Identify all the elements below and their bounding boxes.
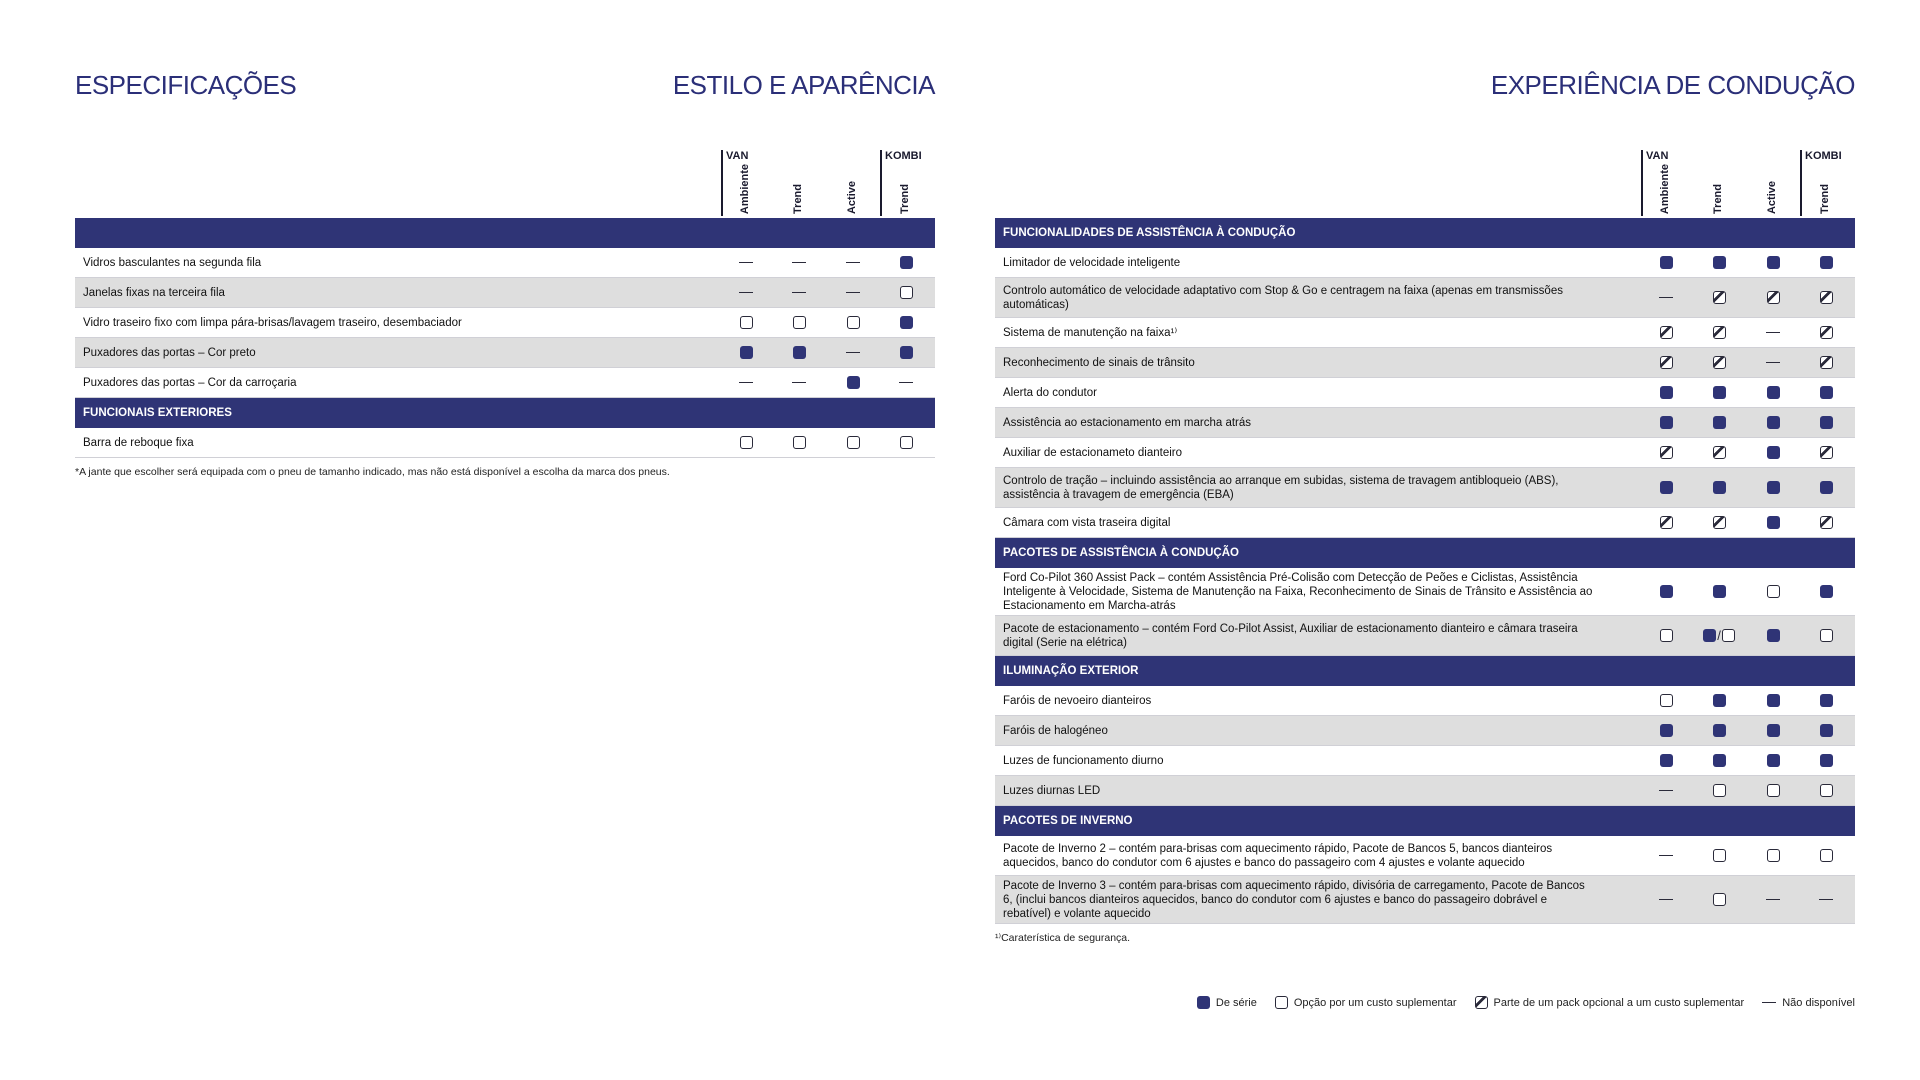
standard-mark-icon (1713, 724, 1726, 737)
table-row (995, 686, 1855, 716)
option-mark-icon (1820, 784, 1833, 797)
standard-mark-icon (1713, 386, 1726, 399)
section-header: PACOTES DE ASSISTÊNCIA À CONDUÇÃO (995, 538, 1855, 568)
availability-cell (1801, 318, 1851, 347)
availability-cell (1801, 378, 1851, 407)
standard-mark-icon (1820, 386, 1833, 399)
feature-label: Câmara com vista traseira digital (1003, 516, 1171, 529)
column-label: Active (1766, 180, 1778, 214)
availability-cell (1694, 378, 1744, 407)
availability-cell (1694, 348, 1744, 377)
option-mark-icon (793, 316, 806, 329)
availability-cell (1801, 836, 1851, 875)
availability-cell (1801, 776, 1851, 805)
pack-mark-icon (1820, 291, 1833, 304)
not-available-icon (739, 382, 753, 384)
standard-mark-icon (1713, 256, 1726, 269)
feature-label: Faróis de halogéneo (1003, 724, 1108, 737)
availability-cell (1694, 836, 1744, 875)
standard-mark-icon (1820, 585, 1833, 598)
option-mark-icon (1767, 585, 1780, 598)
availability-cell (1801, 408, 1851, 437)
availability-cell (1641, 508, 1691, 537)
not-available-icon (899, 382, 913, 384)
legend-item (1475, 996, 1745, 1009)
column-label: Trend (792, 184, 804, 214)
footnote-safety: ¹⁾Caraterística de segurança. (995, 932, 1131, 944)
availability-cell (1641, 468, 1691, 507)
not-available-icon (846, 352, 860, 354)
standard-mark-icon (1767, 481, 1780, 494)
option-mark-icon (740, 316, 753, 329)
table-row (995, 616, 1855, 656)
standard-mark-icon (847, 376, 860, 389)
table-row (995, 248, 1855, 278)
availability-cell (1801, 468, 1851, 507)
left-title-row (75, 70, 935, 110)
standard-mark-icon (900, 256, 913, 269)
table-row (75, 428, 935, 458)
feature-label: Pacote de Inverno 3 – contém para-brisas com aquecimento rápido, divisória de carregamento, Pacote de Bancos 6, (inclui bancos dianteiros aquecidos, banco do condutor com 6 ajustes e banco do passageiro dobrável e rebatível) e volante aquecido (1003, 879, 1585, 920)
availability-cell (1748, 508, 1798, 537)
standard-mark-icon (1660, 724, 1673, 737)
availability-cell (881, 428, 931, 457)
availability-cell (1801, 716, 1851, 745)
group-label: KOMBI (885, 150, 922, 162)
availability-cell (1694, 686, 1744, 715)
standard-mark-icon (900, 316, 913, 329)
right-title-row (995, 70, 1855, 110)
availability-cell (1801, 278, 1851, 317)
standard-mark-icon (1767, 256, 1780, 269)
availability-cell (1748, 248, 1798, 277)
table-row (995, 716, 1855, 746)
availability-cell (881, 368, 931, 397)
availability-cell (881, 338, 931, 367)
not-available-icon (1659, 297, 1673, 299)
not-available-icon (1762, 1002, 1776, 1004)
availability-cell (1641, 776, 1691, 805)
availability-cell (1801, 438, 1851, 467)
not-available-icon (1819, 899, 1833, 901)
availability-cell (721, 428, 771, 457)
availability-cell (1694, 318, 1744, 347)
table-row (995, 508, 1855, 538)
feature-label: Controlo de tração – incluindo assistência ao arranque em subidas, sistema de travagem antibloqueio (ABS), assistência à travagem de emergência (EBA) (1003, 474, 1559, 501)
table-row (995, 746, 1855, 776)
availability-cell (1694, 716, 1744, 745)
pack-mark-icon (1660, 446, 1673, 459)
not-available-icon (792, 292, 806, 294)
standard-mark-icon (1767, 754, 1780, 767)
standard-mark-icon (1713, 754, 1726, 767)
feature-label: Pacote de estacionamento – contém Ford Co-Pilot Assist, Auxiliar de estacionamento dianteiro e câmara traseira digital (Serie na elétrica) (1003, 622, 1578, 649)
table-row (995, 378, 1855, 408)
table-row (75, 338, 935, 368)
option-mark-icon (1820, 629, 1833, 642)
availability-cell (881, 308, 931, 337)
availability-cell (1694, 746, 1744, 775)
standard-mark-icon (1660, 256, 1673, 269)
availability-cell (1748, 278, 1798, 317)
availability-cell (828, 278, 878, 307)
group-label: VAN (1646, 150, 1669, 162)
separator: / (1717, 628, 1721, 643)
availability-cell (1801, 508, 1851, 537)
availability-cell (774, 248, 824, 277)
availability-cell (1748, 318, 1798, 347)
pack-mark-icon (1713, 326, 1726, 339)
availability-cell (1694, 568, 1744, 615)
feature-label: Sistema de manutenção na faixa¹⁾ (1003, 326, 1178, 339)
standard-mark-icon (1660, 416, 1673, 429)
section-header (75, 218, 935, 248)
feature-label: Faróis de nevoeiro dianteiros (1003, 694, 1152, 707)
table-row (995, 876, 1855, 924)
availability-cell (1748, 438, 1798, 467)
standard-mark-icon (1713, 481, 1726, 494)
feature-label: Assistência ao estacionamento em marcha atrás (1003, 416, 1252, 429)
availability-cell (1641, 408, 1691, 437)
option-mark-icon (1767, 784, 1780, 797)
not-available-icon (1766, 362, 1780, 364)
standard-mark-icon (1820, 481, 1833, 494)
standard-mark-icon (1713, 694, 1726, 707)
availability-cell (1748, 686, 1798, 715)
option-mark-icon (793, 436, 806, 449)
availability-cell (774, 308, 824, 337)
table-row (995, 836, 1855, 876)
standard-mark-icon (1767, 724, 1780, 737)
availability-cell (1694, 876, 1744, 923)
option-mark-icon (900, 286, 913, 299)
standard-mark-icon (1767, 446, 1780, 459)
column-header (75, 150, 935, 216)
legend (1179, 996, 1855, 1009)
standard-mark-icon (1820, 416, 1833, 429)
column-divider (1800, 150, 1802, 216)
availability-cell (774, 338, 824, 367)
availability-cell (1748, 568, 1798, 615)
column-label: Trend (1819, 184, 1831, 214)
availability-cell (1748, 836, 1798, 875)
pack-mark-icon (1475, 996, 1488, 1009)
availability-cell (1641, 318, 1691, 347)
standard-mark-icon (1660, 386, 1673, 399)
availability-cell (1694, 248, 1744, 277)
legend-label: Parte de um pack opcional a um custo suplementar (1493, 996, 1745, 1009)
pack-mark-icon (1820, 516, 1833, 529)
availability-cell (1801, 746, 1851, 775)
option-mark-icon (1767, 849, 1780, 862)
availability-cell (1801, 876, 1851, 923)
not-available-icon (792, 382, 806, 384)
availability-cell (828, 248, 878, 277)
feature-label: Barra de reboque fixa (83, 436, 194, 449)
availability-cell (1641, 348, 1691, 377)
page-title-specs: ESPECIFICAÇÕES (75, 70, 297, 100)
option-mark-icon (1713, 893, 1726, 906)
table-row (995, 348, 1855, 378)
table-row (75, 248, 935, 278)
pack-mark-icon (1713, 516, 1726, 529)
availability-cell (1748, 378, 1798, 407)
section-header: FUNCIONAIS EXTERIORES (75, 398, 935, 428)
availability-cell (1641, 836, 1691, 875)
availability-cell (828, 368, 878, 397)
availability-cell (828, 308, 878, 337)
availability-cell (1641, 438, 1691, 467)
option-mark-icon (900, 436, 913, 449)
not-available-icon (846, 292, 860, 294)
standard-mark-icon (1820, 256, 1833, 269)
availability-cell (1641, 686, 1691, 715)
option-mark-icon (740, 436, 753, 449)
group-label: VAN (726, 150, 749, 162)
feature-label: Reconhecimento de sinais de trânsito (1003, 356, 1195, 369)
standard-mark-icon (1713, 585, 1726, 598)
availability-cell (774, 368, 824, 397)
pack-mark-icon (1767, 291, 1780, 304)
column-divider (721, 150, 723, 216)
pack-mark-icon (1713, 291, 1726, 304)
pack-mark-icon (1660, 356, 1673, 369)
not-available-icon (1659, 855, 1673, 857)
standard-mark-icon (793, 346, 806, 359)
legend-item (1197, 996, 1257, 1009)
standard-mark-icon (1660, 481, 1673, 494)
availability-cell (1801, 686, 1851, 715)
pack-mark-icon (1660, 516, 1673, 529)
standard-mark-icon (1660, 754, 1673, 767)
feature-label: Puxadores das portas – Cor da carroçaria (83, 376, 297, 389)
table-row (995, 776, 1855, 806)
standard-mark-icon (1767, 694, 1780, 707)
feature-label: Luzes diurnas LED (1003, 784, 1101, 797)
section-header: PACOTES DE INVERNO (995, 806, 1855, 836)
option-mark-icon (1275, 996, 1288, 1009)
section-header: ILUMINAÇÃO EXTERIOR (995, 656, 1855, 686)
availability-cell (881, 248, 931, 277)
footnote-tyres: *A jante que escolher será equipada com o pneu de tamanho indicado, mas não está disponível a escolha da marca dos pneus. (75, 466, 670, 478)
availability-cell (1694, 408, 1744, 437)
option-mark-icon (1722, 629, 1735, 642)
table-row (995, 568, 1855, 616)
option-mark-icon (1660, 629, 1673, 642)
availability-cell (1641, 248, 1691, 277)
availability-cell (1801, 616, 1851, 655)
availability-cell (1694, 278, 1744, 317)
availability-cell (1641, 716, 1691, 745)
option-mark-icon (1820, 849, 1833, 862)
not-available-icon (792, 262, 806, 264)
legend-label: De série (1215, 996, 1257, 1009)
availability-cell (1694, 776, 1744, 805)
standard-mark-icon (740, 346, 753, 359)
availability-cell (1748, 746, 1798, 775)
option-mark-icon (1713, 849, 1726, 862)
availability-cell (1641, 568, 1691, 615)
availability-cell (1641, 746, 1691, 775)
feature-label: Pacote de Inverno 2 – contém para-brisas com aquecimento rápido, Pacote de Bancos 5, bancos dianteiros aquecidos, banco do condutor com 6 ajustes e banco do passageiro com 4 ajustes e volante aquecido (1003, 842, 1553, 869)
feature-label: Auxiliar de estacionameto dianteiro (1003, 446, 1182, 459)
column-header (995, 150, 1855, 216)
standard-mark-icon (1820, 754, 1833, 767)
group-label: KOMBI (1805, 150, 1842, 162)
option-mark-icon (1660, 694, 1673, 707)
availability-cell (881, 278, 931, 307)
availability-cell (721, 278, 771, 307)
availability-cell (828, 338, 878, 367)
feature-label: Limitador de velocidade inteligente (1003, 256, 1181, 269)
spec-table-style (75, 218, 935, 458)
standard-mark-icon (1767, 516, 1780, 529)
legend-item (1275, 996, 1457, 1009)
availability-cell (1694, 468, 1744, 507)
legend-item (1762, 997, 1855, 1009)
feature-label: Luzes de funcionamento diurno (1003, 754, 1164, 767)
availability-cell (1694, 616, 1744, 655)
availability-cell (721, 308, 771, 337)
option-mark-icon (1713, 784, 1726, 797)
section-header: FUNCIONALIDADES DE ASSISTÊNCIA À CONDUÇÃO (995, 218, 1855, 248)
pack-mark-icon (1820, 326, 1833, 339)
not-available-icon (846, 262, 860, 264)
not-available-icon (1766, 899, 1780, 901)
column-divider (1641, 150, 1643, 216)
availability-cell (1748, 408, 1798, 437)
availability-cell (1641, 876, 1691, 923)
availability-cell (1801, 348, 1851, 377)
standard-mark-icon (1197, 996, 1210, 1009)
pack-mark-icon (1820, 356, 1833, 369)
feature-label: Controlo automático de velocidade adaptativo com Stop & Go e centragem na faixa (apenas em transmissões automáticas) (1003, 284, 1563, 311)
standard-mark-icon (1767, 416, 1780, 429)
availability-cell (774, 428, 824, 457)
pack-mark-icon (1713, 356, 1726, 369)
not-available-icon (1659, 899, 1673, 901)
availability-cell (1641, 616, 1691, 655)
availability-cell (1694, 508, 1744, 537)
standard-mark-icon (1767, 386, 1780, 399)
option-mark-icon (847, 436, 860, 449)
standard-mark-icon (1767, 629, 1780, 642)
table-row (995, 438, 1855, 468)
availability-cell (1694, 438, 1744, 467)
not-available-icon (739, 292, 753, 294)
availability-cell (1748, 468, 1798, 507)
availability-cell (1801, 248, 1851, 277)
column-label: Trend (899, 184, 911, 214)
table-row (995, 318, 1855, 348)
spec-table-driving (995, 218, 1855, 924)
table-row (75, 278, 935, 308)
availability-cell (721, 248, 771, 277)
pack-mark-icon (1713, 446, 1726, 459)
column-label: Active (846, 180, 858, 214)
availability-cell (828, 428, 878, 457)
availability-cell (1748, 776, 1798, 805)
availability-cell (1748, 616, 1798, 655)
standard-mark-icon (1820, 694, 1833, 707)
column-label: Ambiente (739, 163, 751, 214)
column-divider (880, 150, 882, 216)
feature-label: Vidro traseiro fixo com limpa pára-brisas/lavagem traseiro, desembaciador (83, 316, 462, 329)
availability-cell (721, 368, 771, 397)
availability-cell (1801, 568, 1851, 615)
standard-mark-icon (900, 346, 913, 359)
availability-cell (1641, 378, 1691, 407)
standard-mark-icon (1713, 416, 1726, 429)
feature-label: Alerta do condutor (1003, 386, 1097, 399)
feature-label: Puxadores das portas – Cor preto (83, 346, 256, 359)
not-available-icon (1659, 790, 1673, 792)
column-label: Trend (1712, 184, 1724, 214)
section-title-driving: EXPERIÊNCIA DE CONDUÇÃO (1490, 70, 1855, 100)
option-mark-icon (847, 316, 860, 329)
table-row (995, 408, 1855, 438)
availability-cell (721, 338, 771, 367)
feature-label: Vidros basculantes na segunda fila (83, 256, 262, 269)
table-row (995, 468, 1855, 508)
pack-mark-icon (1660, 326, 1673, 339)
not-available-icon (739, 262, 753, 264)
availability-cell (774, 278, 824, 307)
availability-cell (1748, 716, 1798, 745)
table-row (75, 308, 935, 338)
standard-mark-icon (1660, 585, 1673, 598)
feature-label: Janelas fixas na terceira fila (83, 286, 225, 299)
standard-mark-icon (1820, 724, 1833, 737)
availability-cell (1748, 348, 1798, 377)
pack-mark-icon (1820, 446, 1833, 459)
legend-label: Opção por um custo suplementar (1293, 996, 1457, 1009)
standard-mark-icon (1703, 629, 1716, 642)
column-label: Ambiente (1659, 163, 1671, 214)
feature-label: Ford Co-Pilot 360 Assist Pack – contém Assistência Pré-Colisão com Detecção de Peões e Ciclistas, Assistência Inteligente à Velocidade, Sistema de Manutenção na Faixa, Reconhecimento de Sinais de Trânsito e Assistência ao Estacionamento em Marcha-atrás (1003, 571, 1593, 612)
availability-cell (1748, 876, 1798, 923)
section-title-style: ESTILO E APARÊNCIA (672, 70, 935, 100)
legend-label: Não disponível (1782, 996, 1855, 1009)
not-available-icon (1766, 332, 1780, 334)
availability-cell (1641, 278, 1691, 317)
table-row (995, 278, 1855, 318)
table-row (75, 368, 935, 398)
